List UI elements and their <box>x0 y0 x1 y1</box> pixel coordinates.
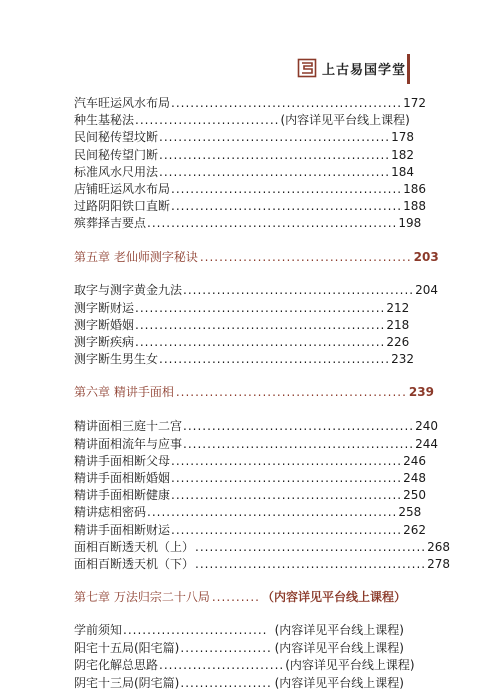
toc-page-number: (内容详见平台线上课程) <box>274 623 404 638</box>
dot-leader: ................................................ <box>171 522 403 537</box>
toc-entry[interactable] <box>74 436 439 453</box>
toc-entry-title: 测字断疾病 <box>74 335 135 350</box>
dot-leader: ................................................ <box>195 556 427 571</box>
toc-page-number: 198 <box>398 216 422 231</box>
brand-name: 上古易国学堂 <box>321 62 406 78</box>
chapter-title: 第六章 精讲手面相 <box>74 385 174 400</box>
dot-leader: ................................................ <box>171 181 403 196</box>
chapter-title: 第五章 老仙师测字秘诀 <box>74 249 198 264</box>
dot-leader: .................................................... <box>147 505 398 520</box>
toc-entry-title: 种生基秘法 <box>74 113 135 128</box>
dot-leader: ................................................ <box>195 539 427 554</box>
toc-entry[interactable] <box>74 351 415 368</box>
dot-leader: ................................................ <box>171 95 403 110</box>
chapter-page-number: 203 <box>413 249 439 264</box>
dot-leader: ................... <box>180 640 272 655</box>
toc-page-number: 232 <box>391 352 415 367</box>
toc-page-number: 188 <box>403 199 427 214</box>
toc-entry-title: 标准风水尺用法 <box>74 164 159 179</box>
toc-entry[interactable] <box>74 640 404 658</box>
toc-entry-title: 阳宅十五局(阳宅篇) <box>74 640 180 655</box>
toc-entry-title: 精讲手面相断健康 <box>74 488 171 503</box>
toc-entry[interactable] <box>74 147 415 164</box>
toc-page-number: 278 <box>427 556 451 571</box>
toc-entry-title: 汽车旺运风水布局 <box>74 95 171 110</box>
toc-page-number: 184 <box>391 164 415 179</box>
dot-leader: ................................................ <box>171 199 403 214</box>
toc-entry[interactable] <box>74 181 427 198</box>
dot-leader: ................................................ <box>159 147 391 162</box>
dot-leader: .................................................... <box>135 300 386 315</box>
toc-entry-title: 殡葬择吉要点 <box>74 216 147 231</box>
toc-entry-title: 精讲面相三庭十二宫 <box>74 419 183 434</box>
dot-leader: .................................................... <box>135 317 386 332</box>
toc-entry-title: 阴宅化解总思路 <box>74 658 159 673</box>
toc-entry[interactable] <box>74 129 415 146</box>
toc-entry-title: 民间秘传望门断 <box>74 147 159 162</box>
dot-leader: .................................................... <box>147 216 398 231</box>
dot-leader: .................................................... <box>135 335 386 350</box>
dot-leader: ................................................ <box>171 488 403 503</box>
chapter-title: 第七章 万法归宗二十八局 <box>74 590 210 605</box>
chapter-page-number: （内容详见平台线上课程） <box>261 590 406 605</box>
toc-entry-title: 精讲手面相断财运 <box>74 522 171 537</box>
toc-entry-title: 学前须知 <box>74 623 123 638</box>
dot-leader: .......... <box>211 590 260 605</box>
toc-page-number: 250 <box>403 488 427 503</box>
toc-entry[interactable] <box>74 453 427 470</box>
toc-entry[interactable] <box>74 675 404 692</box>
page-header <box>298 56 406 80</box>
toc-page-number: 172 <box>403 95 427 110</box>
dot-leader: .............................. <box>135 113 280 128</box>
toc-page-number: 246 <box>403 453 427 468</box>
dot-leader: ................................................ <box>159 164 391 179</box>
toc-entry[interactable] <box>74 334 410 351</box>
toc-entry[interactable] <box>74 418 439 435</box>
chapter-page-number: 239 <box>408 385 434 400</box>
toc-entry[interactable] <box>74 487 427 504</box>
toc-page-number: 186 <box>403 181 427 196</box>
toc-entry-title: 民间秘传望坟断 <box>74 130 159 145</box>
toc-page-number: 244 <box>415 436 439 451</box>
toc-page-number: (内容详见平台线上课程) <box>285 658 415 673</box>
dot-leader: ................................................ <box>183 419 415 434</box>
toc-entry-title: 精讲痣相密码 <box>74 505 147 520</box>
toc-group-chapter4 <box>74 95 427 233</box>
toc-group-chapter5 <box>74 283 439 369</box>
dot-leader: ................................................ <box>171 453 403 468</box>
dot-leader: ............................................ <box>199 249 412 264</box>
toc-page-number: 226 <box>386 335 410 350</box>
toc-entry[interactable] <box>74 317 410 334</box>
toc-entry[interactable] <box>74 283 439 300</box>
toc-entry-title: 过路阴阳铁口直断 <box>74 199 171 214</box>
toc-entry[interactable] <box>74 657 415 675</box>
seal-logo-icon <box>298 59 316 77</box>
dot-leader: .............................. <box>123 623 268 638</box>
dot-leader: ................................................ <box>159 130 391 145</box>
toc-page-number: (内容详见平台线上课程) <box>280 113 410 128</box>
toc-entry[interactable] <box>74 504 422 521</box>
dot-leader: .......................... <box>159 658 285 673</box>
toc-entry[interactable] <box>74 95 427 112</box>
toc-page-number: 218 <box>386 317 410 332</box>
toc-entry-title: 店铺旺运风水布局 <box>74 181 171 196</box>
toc-entry-title: 取字与测字黄金九法 <box>74 283 183 298</box>
toc-entry-title: 精讲手面相断婚姻 <box>74 470 171 485</box>
toc-entry[interactable] <box>74 622 404 640</box>
toc-page-number: 268 <box>427 539 451 554</box>
toc-page-number: 178 <box>391 130 415 145</box>
toc-entry[interactable] <box>74 539 451 556</box>
toc-entry[interactable] <box>74 300 410 317</box>
toc-page-number: 212 <box>386 300 410 315</box>
chapter-heading-7[interactable] <box>74 589 404 606</box>
toc-entry[interactable] <box>74 215 422 232</box>
toc-entry-title: 阴宅十三局(阴宅篇) <box>74 675 180 690</box>
toc-page-number: 258 <box>398 505 422 520</box>
toc-entry[interactable] <box>74 522 427 539</box>
toc-group-chapter6 <box>74 418 451 573</box>
toc-entry[interactable] <box>74 164 415 181</box>
toc-entry[interactable] <box>74 112 410 129</box>
table-of-contents <box>74 95 451 692</box>
dot-leader: ................................................ <box>171 470 403 485</box>
chapter-heading-5[interactable] <box>74 249 439 266</box>
toc-page-number: (内容详见平台线上课程) <box>274 675 404 690</box>
toc-page-number: 262 <box>403 522 427 537</box>
toc-page-number: 248 <box>403 470 427 485</box>
toc-group-chapter7 <box>74 622 415 692</box>
toc-entry-title: 精讲面相流年与应事 <box>74 436 183 451</box>
toc-entry-title: 测字断生男生女 <box>74 352 159 367</box>
dot-leader: ................................................ <box>183 436 415 451</box>
header-accent-bar <box>407 54 410 84</box>
chapter-heading-6[interactable] <box>74 384 434 401</box>
dot-leader: ................................................ <box>159 352 391 367</box>
toc-entry[interactable] <box>74 556 451 573</box>
toc-entry-title: 精讲手面相断父母 <box>74 453 171 468</box>
toc-entry-title: 测字断婚姻 <box>74 317 135 332</box>
toc-entry[interactable] <box>74 470 427 487</box>
toc-page-number: 182 <box>391 147 415 162</box>
toc-entry-title: 测字断财运 <box>74 300 135 315</box>
toc-page-number: (内容详见平台线上课程) <box>274 640 404 655</box>
dot-leader: ................................................ <box>183 283 415 298</box>
toc-entry-title: 面相百断透天机（上） <box>74 539 195 554</box>
toc-entry[interactable] <box>74 198 427 215</box>
toc-page-number: 240 <box>415 419 439 434</box>
dot-leader: ................................................ <box>175 385 407 400</box>
toc-page-number: 204 <box>415 283 439 298</box>
dot-leader: ................... <box>180 675 272 690</box>
toc-entry-title: 面相百断透天机（下） <box>74 556 195 571</box>
